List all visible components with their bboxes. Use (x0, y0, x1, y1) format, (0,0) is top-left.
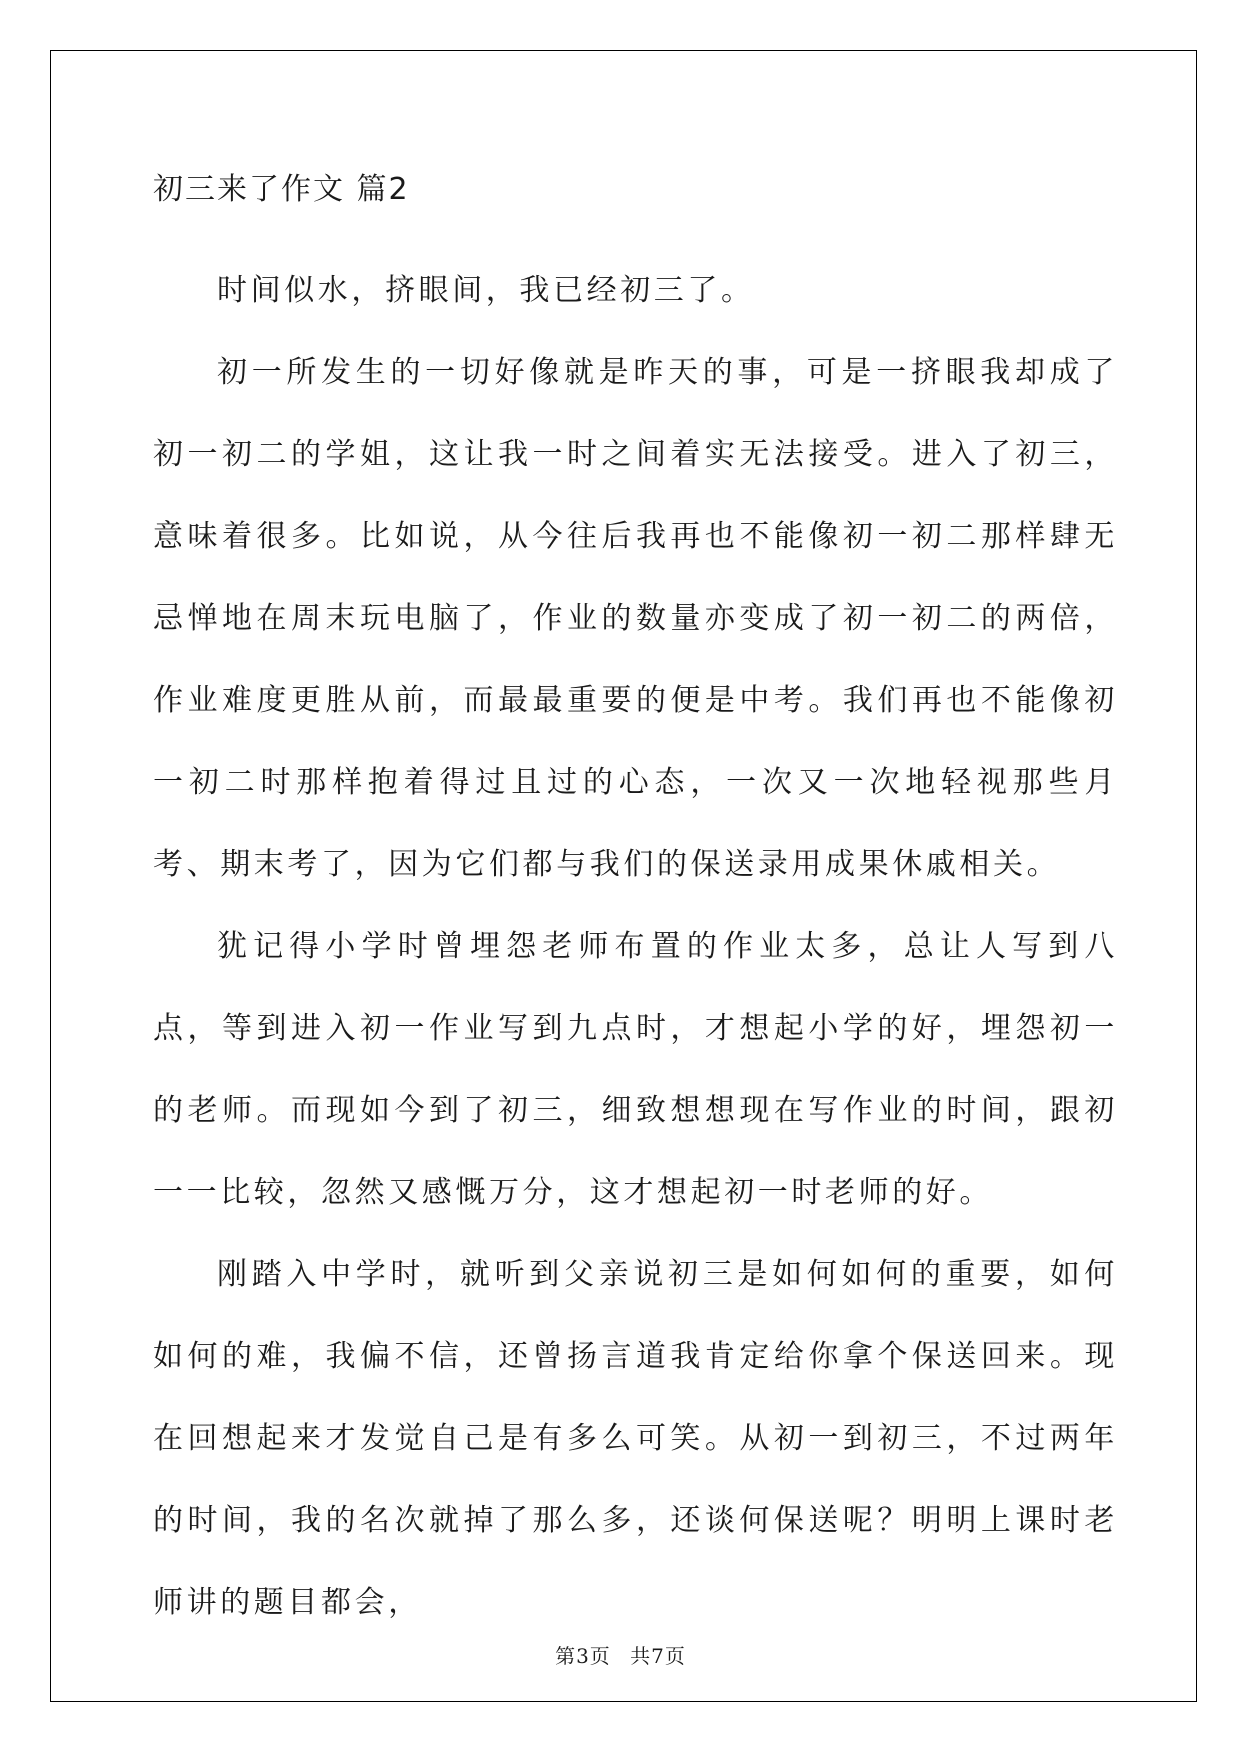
paragraph: 时间似水，挤眼间，我已经初三了。 (217, 273, 755, 308)
paragraph: 初一所发生的一切好像就是昨天的事，可是一挤眼我却成了初一初二的学姐，这让我一时之间着实无法接受。进入了初三，意味着很多。比如说，从今往后我再也不能像初一初二那样肆无忌惮地在周末玩电脑了，作业的数量亦变成了初一初二的两倍，作业难度更胜从前，而最最重要的便是中考。我们再也不能像初一初二时那样抱着得过且过的心态，一次又一次地轻视那些月考、期末考了，因为它们都与我们的保送录用成果休戚相关。 (153, 355, 1118, 882)
paragraph: 刚踏入中学时，就听到父亲说初三是如何如何的重要，如何如何的难，我偏不信，还曾扬言道我肯定给你拿个保送回来。现在回想起来才发觉自己是有多么可笑。从初一到初三，不过两年的时间，我的名次就掉了那么多，还谈何保送呢？明明上课时老师讲的题目都会， (153, 1257, 1118, 1620)
paragraph: 犹记得小学时曾埋怨老师布置的作业太多，总让人写到八点，等到进入初一作业写到九点时，才想起小学的好，埋怨初一的老师。而现如今到了初三，细致想想现在写作业的时间，跟初一一比较，忽然又感慨万分，这才想起初一时老师的好。 (153, 929, 1118, 1210)
document-heading: 初三来了作文 篇2 (153, 172, 410, 207)
page-number-current: 第3页 (555, 1644, 611, 1668)
document-body (153, 168, 1118, 1644)
page-number-total: 共7页 (630, 1644, 686, 1668)
page-footer (0, 1640, 1241, 1669)
